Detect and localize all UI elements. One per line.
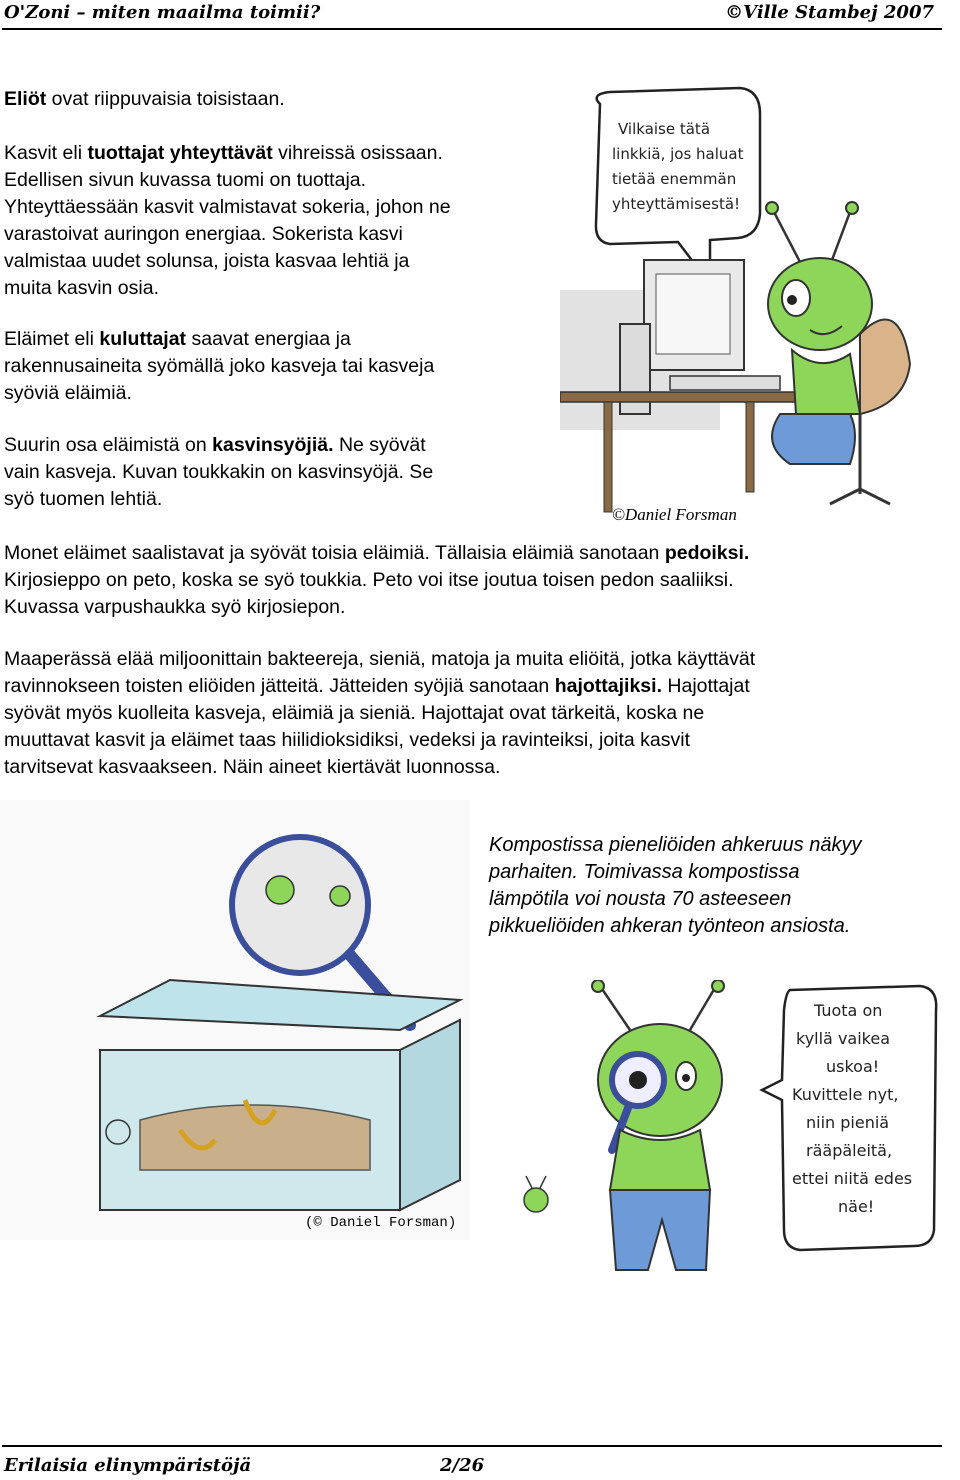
bubble2-line8: näe! (838, 1197, 875, 1216)
bubble2-line2: kyllä vaikea (796, 1029, 891, 1048)
paragraph-intro: Eliöt ovat riippuvaisia toisistaan. (4, 88, 285, 110)
illustration-credit-2: (© Daniel Forsman) (305, 1215, 457, 1231)
keyboard (670, 376, 780, 390)
paragraph-decomposers: Maaperässä elää miljoonittain bakteereja, sieniä, matoja ja muita eliöitä, jotka käyttävät ravinnokseen toisten eliöiden jätteitä. Jätteiden syöjiä sanotaan hajottajiksi. Hajottajat syövät myös kuolleita kasveja, eläimiä ja sieniä. Hajottajat ovat tärkeitä, koska ne muuttavat kasvit ja eläimet taas hiilidioksidiksi, vedeksi ja ravinteiksi, joita kasvit tarvitsevat kasvaakseen. Näin aineet kiertävät luonnossa. (4, 648, 756, 778)
bubble1-line2: linkkiä, jos haluat (612, 145, 744, 163)
bubble2-line4: Kuvittele nyt, (792, 1085, 899, 1104)
bubble2-line6: rääpäleitä, (806, 1141, 893, 1160)
compost-bin-illustration (0, 800, 470, 1240)
footer-rule (2, 1445, 942, 1447)
bubble2-line5: niin pieniä (806, 1113, 890, 1132)
alien-magnifier-illustration (500, 980, 940, 1280)
bubble1-line3: tietää enemmän (612, 170, 737, 188)
paragraph-herbivores: Suurin osa eläimistä on kasvinsyöjiä. Ne syövät vain kasveja. Kuvan toukkakin on kasvinsyöjä. Se syö tuomen lehtiä. (4, 434, 434, 510)
header-title: O'Zoni – miten maailma toimii? (4, 2, 321, 23)
alien-computer-illustration (560, 84, 950, 520)
tiny-creature (524, 1188, 548, 1212)
paragraph-predators: Monet eläimet saalistavat ja syövät toisia eläimiä. Tällaisia eläimiä sanotaan pedoiksi. Kirjosieppo on peto, koska se syö toukkia. Peto voi itse joutua toisen pedon saaliiksi. Kuvassa varpushaukka syö kirjosiepon. (4, 542, 750, 618)
desk (560, 392, 800, 402)
paragraph-producers: Kasvit eli tuottajat yhteyttävät vihreissä osissaan. Edellisen sivun kuvassa tuomi on tuottaja. Yhteyttäessään kasvit valmistavat sokeria, johon ne varastoivat auringon energiaa. Sokerista kasvi valmistaa uudet solunsa, joista kasvaa lehtiä ja muita kasvin osia. (4, 142, 451, 299)
page-number: 2/26 (440, 1455, 485, 1476)
compost-note: Kompostissa pieneliöiden ahkeruus näkyy parhaiten. Toimivassa kompostissa lämpötila voi nousta 70 asteeseen pikkueliöiden ahkeran työnteon ansiosta. (489, 834, 862, 937)
footer-title: Erilaisia elinympäristöjä (4, 1455, 252, 1476)
illustration-credit-1: ©Daniel Forsman (612, 505, 737, 524)
bubble2-line3: uskoa! (826, 1057, 880, 1076)
paragraph-consumers: Eläimet eli kuluttajat saavat energiaa ja rakennusaineita syömällä joko kasveja tai kasveja syöviä eläimiä. (4, 328, 435, 404)
header-copyright: ©Ville Stambej 2007 (725, 2, 934, 23)
chair (860, 319, 910, 414)
bubble2-line7: ettei niitä edes (792, 1169, 913, 1188)
bubble1-line4: yhteyttämisestä! (612, 195, 741, 213)
bubble1-line1: Vilkaise tätä (618, 120, 711, 138)
page-header (0, 0, 960, 28)
header-rule (2, 28, 942, 30)
bubble2-line1: Tuota on (814, 1001, 883, 1020)
